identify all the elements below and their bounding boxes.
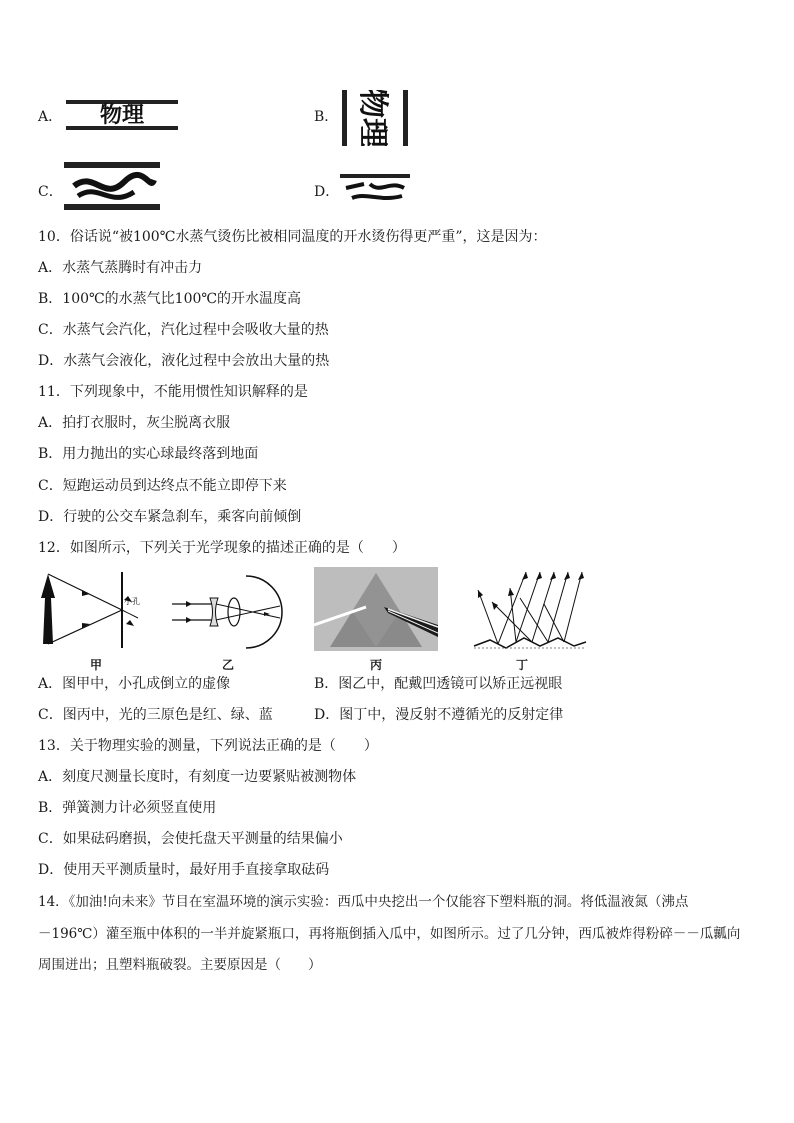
q9-option-c-label[interactable]: C． bbox=[38, 184, 63, 200]
q12-figure-yi bbox=[168, 572, 286, 652]
q10-option-b[interactable]: B．100℃的水蒸气比100℃的开水温度高 bbox=[38, 291, 302, 307]
q9-option-d-image[interactable] bbox=[340, 174, 410, 204]
q10-option-c[interactable]: C．水蒸气会汽化，汽化过程中会吸收大量的热 bbox=[38, 322, 329, 338]
q12-option-d[interactable]: D．图丁中，漫反射不遵循光的反射定律 bbox=[314, 707, 564, 723]
q11-option-b[interactable]: B．用力抛出的实心球最终落到地面 bbox=[38, 446, 259, 462]
q9-option-row-1 bbox=[38, 90, 758, 160]
q9-b-glyph: 物理 bbox=[355, 90, 390, 146]
q13-option-b[interactable]: B．弹簧测力计必须竖直使用 bbox=[38, 800, 217, 816]
q11-stem: 11．下列现象中，不能用惯性知识解释的是 bbox=[38, 384, 308, 400]
q12-option-b[interactable]: B．图乙中，配戴凹透镜可以矫正远视眼 bbox=[314, 676, 563, 692]
q9-option-b-image[interactable] bbox=[342, 90, 408, 146]
q11-option-c[interactable]: C．短跑运动员到达终点不能立即停下来 bbox=[38, 478, 287, 494]
q11-option-a[interactable]: A．拍打衣服时，灰尘脱离衣服 bbox=[38, 415, 231, 431]
q13-option-a[interactable]: A．刻度尺测量长度时，有刻度一边要紧贴被测物体 bbox=[38, 769, 357, 785]
q12-caption-bing: 丙 bbox=[370, 658, 383, 672]
q14-stem-line-1: 14．《加油!向未来》节目在室温环境的演示实验：西瓜中央挖出一个仅能容下塑料瓶的洞。将低温液氮（沸点 bbox=[38, 894, 689, 910]
q14-stem-line-2: －196℃）灌至瓶中体积的一半并旋紧瓶口，再将瓶倒插入瓜中，如图所示。过了几分钟，西瓜被炸得粉碎－－瓜瓤向 bbox=[38, 926, 741, 942]
q9-option-a-label[interactable]: A． bbox=[38, 109, 63, 125]
q12-figure-jia bbox=[38, 568, 150, 654]
q12-caption-yi: 乙 bbox=[222, 658, 235, 672]
q12-figure-ding bbox=[470, 568, 588, 654]
q12-option-c[interactable]: C．图丙中，光的三原色是红、绿、蓝 bbox=[38, 707, 273, 723]
q12-figure-bing bbox=[314, 567, 438, 651]
q9-option-d-label[interactable]: D． bbox=[314, 184, 340, 200]
q12-option-a[interactable]: A．图甲中，小孔成倒立的虚像 bbox=[38, 676, 231, 692]
q13-stem: 13．关于物理实验的测量，下列说法正确的是（ ） bbox=[38, 738, 378, 754]
q9-a-glyph: 物理 bbox=[99, 103, 145, 128]
q11-option-d[interactable]: D．行驶的公交车紧急刹车，乘客向前倾倒 bbox=[38, 509, 302, 525]
q10-stem: 10．俗话说“被100℃水蒸气烫伤比被相同温度的开水烫伤得更严重”，这是因为： bbox=[38, 229, 547, 245]
q9-option-c-image[interactable] bbox=[64, 162, 160, 210]
q10-option-a[interactable]: A．水蒸气蒸腾时有冲击力 bbox=[38, 260, 203, 276]
q14-stem-line-3: 周围迸出；且塑料瓶破裂。主要原因是（ ） bbox=[38, 957, 322, 973]
q9-option-a-image[interactable] bbox=[66, 100, 178, 130]
q12-caption-jia: 甲 bbox=[90, 658, 103, 672]
q12-stem: 12．如图所示，下列关于光学现象的描述正确的是（ ） bbox=[38, 540, 406, 556]
pinhole-label: 小孔 bbox=[124, 597, 140, 606]
q9-option-row-2 bbox=[38, 170, 758, 230]
q13-option-d[interactable]: D．使用天平测质量时，最好用手直接拿取砝码 bbox=[38, 862, 330, 878]
q12-caption-ding: 丁 bbox=[516, 658, 529, 672]
q9-option-b-label[interactable]: B． bbox=[314, 109, 339, 125]
q13-option-c[interactable]: C．如果砝码磨损，会使托盘天平测量的结果偏小 bbox=[38, 831, 343, 847]
q10-option-d[interactable]: D．水蒸气会液化，液化过程中会放出大量的热 bbox=[38, 353, 330, 369]
